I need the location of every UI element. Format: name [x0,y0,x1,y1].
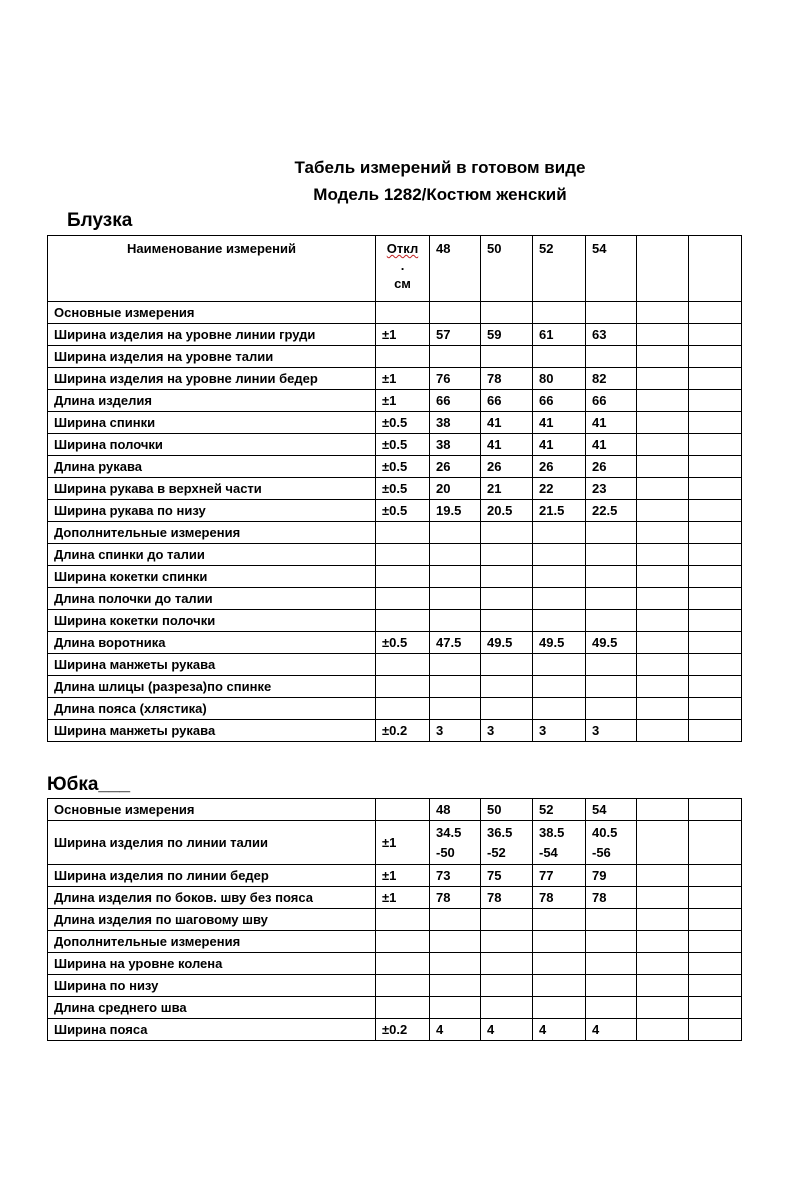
value-cell [481,566,533,588]
empty-cell [637,931,689,953]
value-cell [533,909,586,931]
empty-cell [637,975,689,997]
value-cell [481,909,533,931]
empty-cell [689,368,742,390]
header-size: 52 [533,799,586,821]
value-cell [586,931,637,953]
measurement-name: Основные измерения [48,302,376,324]
empty-cell [637,566,689,588]
value-cell: 3 [586,720,637,742]
tolerance-cell: ±0.5 [376,632,430,654]
empty-cell [637,1019,689,1041]
header-name: Наименование измерений [48,236,376,302]
empty-cell [689,434,742,456]
empty-cell [689,456,742,478]
empty-cell [637,412,689,434]
empty-cell [637,953,689,975]
value-cell [533,654,586,676]
value-cell: 77 [533,865,586,887]
value-cell: 26 [586,456,637,478]
value-cell [533,610,586,632]
value-cell [481,346,533,368]
empty-cell [689,1019,742,1041]
measurement-name: Длина пояса (хлястика) [48,698,376,720]
table-header-row [48,799,742,821]
measurement-name: Длина изделия по боков. шву без пояса [48,887,376,909]
empty-cell [637,478,689,500]
value-line1: 38.5 [539,824,565,840]
value-cell [481,610,533,632]
value-cell [481,588,533,610]
value-cell: 41 [586,434,637,456]
empty-cell [637,368,689,390]
value-cell [430,676,481,698]
table-row [48,698,742,720]
empty-cell [637,632,689,654]
value-cell [481,676,533,698]
measurement-name: Ширина изделия на уровне талии [48,346,376,368]
value-cell: 57 [430,324,481,346]
empty-cell [689,610,742,632]
measurement-name: Ширина манжеты рукава [48,720,376,742]
header-size: 52 [533,236,586,302]
value-cell: 19.5 [430,500,481,522]
value-cell: 63 [586,324,637,346]
empty-cell [637,865,689,887]
table-row [48,588,742,610]
table-row [48,368,742,390]
measurement-name: Ширина манжеты рукава [48,654,376,676]
value-cell: 76 [430,368,481,390]
blouse-measurements-table [47,235,742,742]
value-cell: 66 [481,390,533,412]
empty-cell [637,522,689,544]
empty-cell [689,632,742,654]
measurement-name: Дополнительные измерения [48,931,376,953]
empty-cell [689,544,742,566]
value-cell [533,588,586,610]
document-subtitle: Модель 1282/Костюм женский [313,185,567,204]
empty-cell [689,390,742,412]
table-row [48,909,742,931]
value-line2: -56 [592,844,611,860]
empty-cell [689,799,742,821]
empty-cell [689,566,742,588]
tolerance-cell [376,676,430,698]
value-cell [586,346,637,368]
table-row [48,412,742,434]
value-cell [481,654,533,676]
table-row [48,676,742,698]
empty-cell [637,909,689,931]
value-cell [430,588,481,610]
value-cell [586,909,637,931]
header-size: 48 [430,799,481,821]
value-cell: 79 [586,865,637,887]
tolerance-cell [376,566,430,588]
value-cell [533,997,586,1019]
empty-cell [637,997,689,1019]
value-cell [430,931,481,953]
value-line2: -50 [436,844,455,860]
tolerance-cell [376,302,430,324]
value-cell: 41 [586,412,637,434]
empty-cell [637,390,689,412]
empty-cell [689,975,742,997]
value-cell [430,654,481,676]
value-cell [586,588,637,610]
value-cell [430,975,481,997]
value-cell: 4 [533,1019,586,1041]
value-cell [533,346,586,368]
tolerance-cell [376,346,430,368]
value-cell: 38 [430,412,481,434]
tolerance-cell: ±1 [376,390,430,412]
value-cell: 49.5 [533,632,586,654]
tolerance-cell: ±0.2 [376,720,430,742]
tolerance-cell [376,698,430,720]
value-cell [430,698,481,720]
value-cell: 66 [430,390,481,412]
tolerance-cell [376,953,430,975]
table-row [48,931,742,953]
value-line2: -52 [487,844,506,860]
empty-cell [637,500,689,522]
empty-cell [689,909,742,931]
value-cell [533,544,586,566]
value-cell [430,997,481,1019]
value-cell: 26 [481,456,533,478]
value-cell [430,522,481,544]
tolerance-cell: ±1 [376,324,430,346]
measurement-name: Ширина рукава по низу [48,500,376,522]
measurement-name: Длина изделия [48,390,376,412]
value-cell: 38 [430,434,481,456]
skirt-measurements-table [47,798,742,1041]
value-cell [533,698,586,720]
value-cell [481,953,533,975]
measurement-name: Ширина рукава в верхней части [48,478,376,500]
value-cell [586,566,637,588]
value-cell [533,566,586,588]
tolerance-cell: ±1 [376,887,430,909]
value-cell: 3 [533,720,586,742]
value-cell: 23 [586,478,637,500]
table-row [48,302,742,324]
value-cell [533,821,586,865]
value-cell: 3 [430,720,481,742]
value-cell [586,654,637,676]
value-cell: 47.5 [430,632,481,654]
tolerance-cell: ±0.5 [376,412,430,434]
value-cell [586,821,637,865]
table-row [48,887,742,909]
table-row [48,346,742,368]
header-size: 54 [586,236,637,302]
header-tolerance-line3: см [394,276,411,291]
table-row [48,997,742,1019]
empty-cell [689,302,742,324]
measurement-name: Ширина изделия по линии бедер [48,865,376,887]
value-cell [586,997,637,1019]
value-cell: 26 [533,456,586,478]
measurement-name: Длина шлицы (разреза)по спинке [48,676,376,698]
value-line1: 34.5 [436,824,462,840]
value-cell: 21.5 [533,500,586,522]
measurement-name: Ширина по низу [48,975,376,997]
table-row [48,865,742,887]
table-row [48,390,742,412]
header-size: 48 [430,236,481,302]
value-cell: 22 [533,478,586,500]
empty-cell [637,654,689,676]
value-cell: 78 [430,887,481,909]
tolerance-cell [376,975,430,997]
empty-cell [637,676,689,698]
measurement-name: Дополнительные измерения [48,522,376,544]
value-line2: -54 [539,844,558,860]
tolerance-cell [376,610,430,632]
value-cell: 3 [481,720,533,742]
header-size: 54 [586,799,637,821]
empty-cell [689,720,742,742]
empty-cell [637,456,689,478]
empty-cell [637,821,689,865]
value-cell [533,931,586,953]
empty-cell [689,698,742,720]
value-cell [586,975,637,997]
tolerance-cell [376,522,430,544]
empty-cell [689,997,742,1019]
empty-cell [689,821,742,865]
header-name: Основные измерения [48,799,376,821]
value-cell: 41 [533,434,586,456]
tolerance-cell: ±0.5 [376,500,430,522]
empty-cell [689,478,742,500]
value-cell: 61 [533,324,586,346]
measurement-name: Ширина изделия на уровне линии груди [48,324,376,346]
measurement-name: Ширина спинки [48,412,376,434]
value-cell: 75 [481,865,533,887]
value-cell [586,302,637,324]
measurement-name: Ширина пояса [48,1019,376,1041]
value-cell [481,522,533,544]
value-cell [430,953,481,975]
measurement-name: Ширина на уровне колена [48,953,376,975]
value-cell: 82 [586,368,637,390]
document-title: Табель измерений в готовом виде [294,158,586,177]
empty-cell [689,887,742,909]
value-cell: 26 [430,456,481,478]
value-cell: 4 [586,1019,637,1041]
empty-cell [637,799,689,821]
empty-cell [637,887,689,909]
empty-cell [689,324,742,346]
empty-cell [637,236,689,302]
empty-cell [637,346,689,368]
value-cell [481,544,533,566]
empty-cell [637,588,689,610]
empty-cell [689,931,742,953]
value-cell [586,698,637,720]
empty-cell [689,676,742,698]
table-row [48,456,742,478]
value-cell [481,975,533,997]
empty-cell [689,654,742,676]
value-line1: 36.5 [487,824,513,840]
value-cell: 4 [481,1019,533,1041]
value-cell [586,522,637,544]
empty-cell [637,720,689,742]
value-cell [586,953,637,975]
tolerance-cell: ±1 [376,865,430,887]
tolerance-cell: ±0.5 [376,456,430,478]
header-size: 50 [481,799,533,821]
empty-cell [637,544,689,566]
empty-cell [689,500,742,522]
table-row [48,434,742,456]
measurement-name: Длина рукава [48,456,376,478]
tolerance-cell [376,588,430,610]
value-cell [586,676,637,698]
table-row [48,610,742,632]
value-cell [533,975,586,997]
tolerance-cell [376,997,430,1019]
table-header-row [48,236,742,302]
tolerance-cell [376,544,430,566]
table-row [48,821,742,865]
value-cell [586,610,637,632]
value-cell [533,302,586,324]
empty-cell [689,346,742,368]
value-cell [430,346,481,368]
empty-cell [689,522,742,544]
value-cell: 73 [430,865,481,887]
tolerance-cell: ±0.5 [376,434,430,456]
table-row [48,953,742,975]
value-cell: 20 [430,478,481,500]
value-cell [430,610,481,632]
table-row [48,544,742,566]
value-cell: 66 [533,390,586,412]
empty-cell [637,324,689,346]
empty-cell [689,236,742,302]
value-cell [430,821,481,865]
value-cell: 78 [481,887,533,909]
skirt-section-title: Юбка___ [47,774,131,795]
value-cell [481,698,533,720]
value-cell: 41 [481,412,533,434]
tolerance-cell [376,909,430,931]
empty-cell [637,434,689,456]
value-line1: 40.5 [592,824,618,840]
value-cell: 80 [533,368,586,390]
table-row [48,654,742,676]
empty-cell [689,953,742,975]
value-cell: 22.5 [586,500,637,522]
empty-cell [637,698,689,720]
value-cell [533,676,586,698]
value-cell [586,544,637,566]
table-row [48,1019,742,1041]
empty-cell [637,302,689,324]
empty-cell [689,865,742,887]
empty-cell [689,588,742,610]
value-cell: 49.5 [481,632,533,654]
value-cell [430,909,481,931]
table-row [48,720,742,742]
value-cell: 41 [533,412,586,434]
measurement-name: Длина среднего шва [48,997,376,1019]
value-cell: 66 [586,390,637,412]
header-tolerance [376,236,430,302]
measurement-name: Ширина изделия на уровне линии бедер [48,368,376,390]
value-cell [430,544,481,566]
value-cell: 59 [481,324,533,346]
empty-cell [637,610,689,632]
table-row [48,975,742,997]
tolerance-cell [376,931,430,953]
value-cell [430,302,481,324]
table-row [48,522,742,544]
value-cell [430,566,481,588]
value-cell: 21 [481,478,533,500]
measurement-name: Длина изделия по шаговому шву [48,909,376,931]
blouse-section-title: Блузка [67,210,133,231]
measurement-name: Длина полочки до талии [48,588,376,610]
header-tolerance-line2: . [400,258,405,273]
header-tolerance-line1: Откл [386,241,419,256]
measurement-name: Длина спинки до талии [48,544,376,566]
value-cell [533,522,586,544]
table-row [48,632,742,654]
tolerance-cell: ±1 [376,368,430,390]
value-cell [481,931,533,953]
value-cell: 78 [533,887,586,909]
empty-cell [689,412,742,434]
tolerance-cell [376,799,430,821]
measurement-name: Ширина полочки [48,434,376,456]
measurement-name: Ширина кокетки полочки [48,610,376,632]
table-row [48,500,742,522]
value-cell: 20.5 [481,500,533,522]
value-cell [533,953,586,975]
measurement-name: Ширина кокетки спинки [48,566,376,588]
tolerance-cell [376,654,430,676]
tolerance-cell: ±1 [376,821,430,865]
table-row [48,566,742,588]
value-cell: 4 [430,1019,481,1041]
table-row [48,324,742,346]
value-cell: 49.5 [586,632,637,654]
value-cell [481,821,533,865]
value-cell [481,997,533,1019]
header-size: 50 [481,236,533,302]
tolerance-cell: ±0.2 [376,1019,430,1041]
table-row [48,478,742,500]
measurement-name: Длина воротника [48,632,376,654]
value-cell: 41 [481,434,533,456]
value-cell [481,302,533,324]
value-cell: 78 [586,887,637,909]
measurement-name: Ширина изделия по линии талии [48,821,376,865]
tolerance-cell: ±0.5 [376,478,430,500]
value-cell: 78 [481,368,533,390]
